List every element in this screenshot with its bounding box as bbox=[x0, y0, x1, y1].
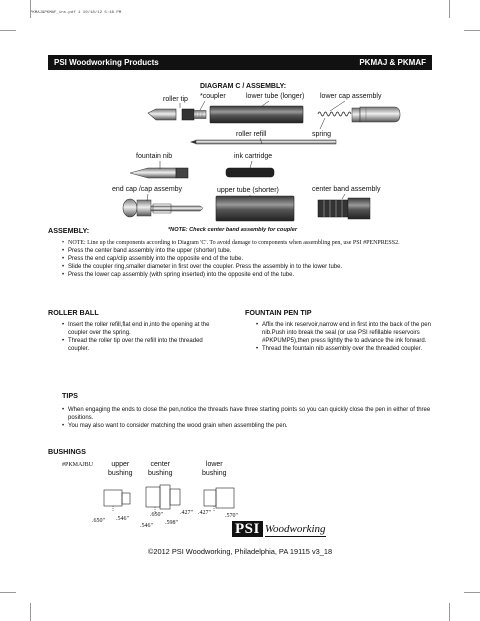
bushings-heading: BUSHINGS bbox=[48, 447, 86, 456]
center-bushing-label: center bushing bbox=[148, 461, 173, 477]
logo-mark: PSI bbox=[232, 521, 263, 537]
dim-c4: .598" bbox=[165, 520, 178, 526]
roller-ball-heading: ROLLER BALL bbox=[48, 308, 99, 317]
bushing-part-number: #PKMAJBU bbox=[62, 462, 94, 468]
logo-word: Woodworking bbox=[264, 523, 326, 535]
list-item: • Insert the roller refill,flat end in,into the opening at the coupler over the spring. bbox=[62, 322, 224, 338]
label-coupler: *coupler bbox=[200, 93, 226, 100]
assembly-note: *NOTE: Check center band assembly for coupler bbox=[168, 227, 298, 233]
lower-bushing-label: lower bushing bbox=[202, 461, 227, 477]
footer: ©2012 PSI Woodworking, Philadelphia, PA 19115 v3_18 bbox=[147, 547, 333, 556]
dim-c2: .427" bbox=[180, 510, 193, 516]
label-spring: spring bbox=[312, 131, 332, 138]
header-left: PSI Woodworking Products bbox=[54, 58, 159, 67]
label-lower-tube: lower tube (longer) bbox=[246, 93, 305, 100]
dim-u2: .546" bbox=[116, 516, 129, 522]
dim-l2: .570" bbox=[225, 513, 238, 519]
list-item: • You may also want to consider matching the wood grain when assembling the pen. bbox=[62, 423, 432, 431]
file-header: PKMAJ&PKMAF_ins.pdf 1 10/18/12 5:48 PM bbox=[30, 11, 122, 15]
label-lower-cap: lower cap assembly bbox=[320, 93, 382, 100]
label-roller-refill: roller refill bbox=[236, 131, 267, 138]
label-ink-cartridge: ink cartridge bbox=[234, 153, 273, 160]
dim-u1: .650" bbox=[92, 518, 105, 524]
list-item: • Affix the ink reservoir,narrow end in first into the back of the pen nib.Push into break the seal (or use PSI refillable reservoirs #PKPUMP5),then press lightly the to advance the ink forward. bbox=[256, 322, 432, 346]
dim-l1: .427" bbox=[198, 510, 211, 516]
list-item: • Slide the coupler ring,smaller diameter in first over the coupler. Press the assembly in to the lower tube. bbox=[62, 264, 432, 272]
list-item: • Thread the fountain nib assembly over the threaded coupler. bbox=[256, 346, 432, 354]
dim-c3: .546" bbox=[140, 523, 153, 529]
label-fountain-nib: fountain nib bbox=[136, 153, 173, 160]
fountain-pen-heading: FOUNTAIN PEN TIP bbox=[245, 308, 312, 317]
diagram-title: DIAGRAM C / ASSEMBLY: bbox=[200, 83, 287, 90]
list-item: • Thread the roller tip over the refill into the threaded coupler. bbox=[62, 338, 224, 354]
list-item: • NOTE: Line up the components according to Diagram 'C'. To avoid damage to components when assembling pen, use PSI #PENPRESS2. bbox=[62, 240, 432, 248]
psi-logo bbox=[232, 521, 326, 537]
label-roller-tip: roller tip bbox=[163, 96, 188, 103]
dim-c1: .650" bbox=[150, 512, 163, 518]
header-right: PKMAJ & PKMAF bbox=[359, 58, 426, 67]
label-end-cap: end cap /cap assemby bbox=[112, 186, 183, 193]
tips-heading: TIPS bbox=[62, 391, 78, 400]
list-item: • Press the end cap/clip assembly into the opposite end of the tube. bbox=[62, 256, 432, 264]
list-item: • Press the lower cap assembly (with spring inserted) into the opposite end of the tube. bbox=[62, 272, 432, 280]
label-center-band: center band assembly bbox=[312, 186, 381, 193]
label-upper-tube: upper tube (shorter) bbox=[217, 187, 279, 194]
upper-bushing-label: upper bushing bbox=[108, 461, 133, 477]
list-item: • Press the center band assembly into the upper (shorter) tube. bbox=[62, 248, 432, 256]
assembly-heading: ASSEMBLY: bbox=[48, 226, 90, 235]
list-item: • When engaging the ends to close the pen,notice the threads have three starting points so you can quickly close the pen in either of three positions. bbox=[62, 407, 432, 423]
